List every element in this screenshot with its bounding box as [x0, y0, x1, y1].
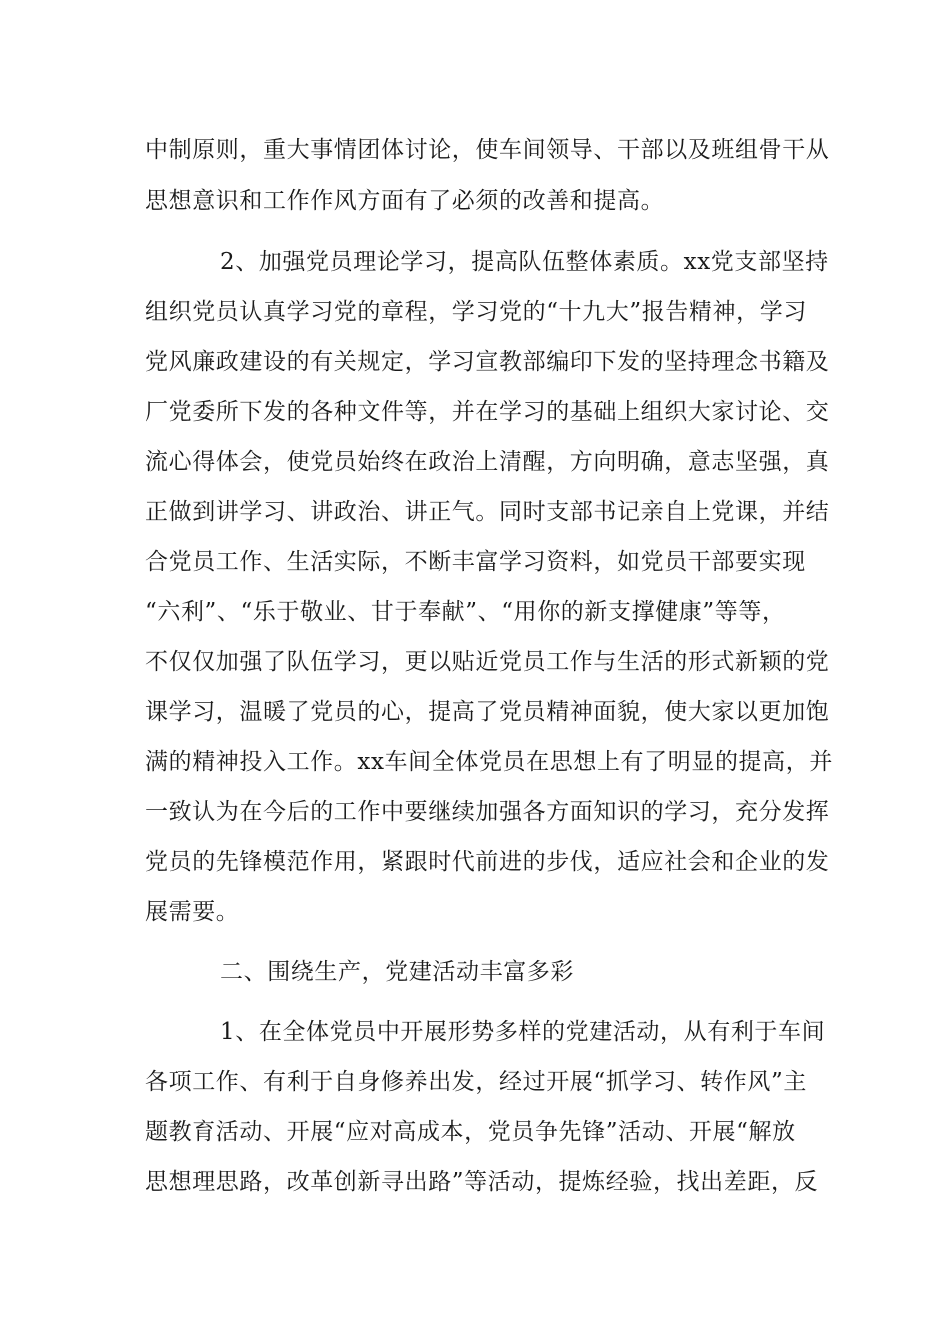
- text-line: 组织党员认真学习党的章程，学习党的“十九大”报告精神，学习: [145, 299, 807, 325]
- text-line: 满的精神投入工作。xx车间全体党员在思想上有了明显的提高，并: [145, 749, 833, 775]
- paragraph-start-line: 2、加强党员理论学习，提高队伍整体素质。xx党支部坚持: [220, 249, 829, 275]
- text-line: 不仅仅加强了队伍学习，更以贴近党员工作与生活的形式新颖的党: [145, 649, 830, 675]
- text-line: 正做到讲学习、讲政治、讲正气。同时支部书记亲自上党课，并结: [145, 499, 830, 525]
- text-line: 一致认为在今后的工作中要继续加强各方面知识的学习，充分发挥: [145, 799, 830, 825]
- text-line: “六利”、“乐于敬业、甘于奉献”、“用你的新支撑健康”等等，: [145, 599, 786, 625]
- text-line: 合党员工作、生活实际，不断丰富学习资料，如党员干部要实现: [145, 549, 806, 575]
- text-line: 课学习，温暖了党员的心，提高了党员精神面貌，使大家以更加饱: [145, 699, 830, 725]
- text-line: 展需要。: [145, 899, 240, 925]
- text-line: 思想理思路，改革创新寻出路”等活动，提炼经验，找出差距，反: [145, 1169, 819, 1195]
- text-line: 党风廉政建设的有关规定，学习宣教部编印下发的坚持理念书籍及: [145, 349, 830, 375]
- text-line: 流心得体会，使党员始终在政治上清醒，方向明确，意志坚强，真: [145, 449, 830, 475]
- text-line: 中制原则，重大事情团体讨论，使车间领导、干部以及班组骨干从: [145, 137, 830, 163]
- text-line: 思想意识和工作作风方面有了必须的改善和提高。: [145, 188, 665, 214]
- text-line: 厂党委所下发的各种文件等，并在学习的基础上组织大家讨论、交: [145, 399, 830, 425]
- section-heading: 二、围绕生产，党建活动丰富多彩: [220, 959, 574, 985]
- text-line: 各项工作、有利于自身修养出发，经过开展“抓学习、转作风”主: [145, 1069, 807, 1095]
- text-line: 党员的先锋模范作用，紧跟时代前进的步伐，适应社会和企业的发: [145, 849, 830, 875]
- paragraph-start-line: 1、在全体党员中开展形势多样的党建活动，从有利于车间: [220, 1019, 826, 1045]
- text-line: 题教育活动、开展“应对高成本，党员争先锋”活动、开展“解放: [145, 1119, 796, 1145]
